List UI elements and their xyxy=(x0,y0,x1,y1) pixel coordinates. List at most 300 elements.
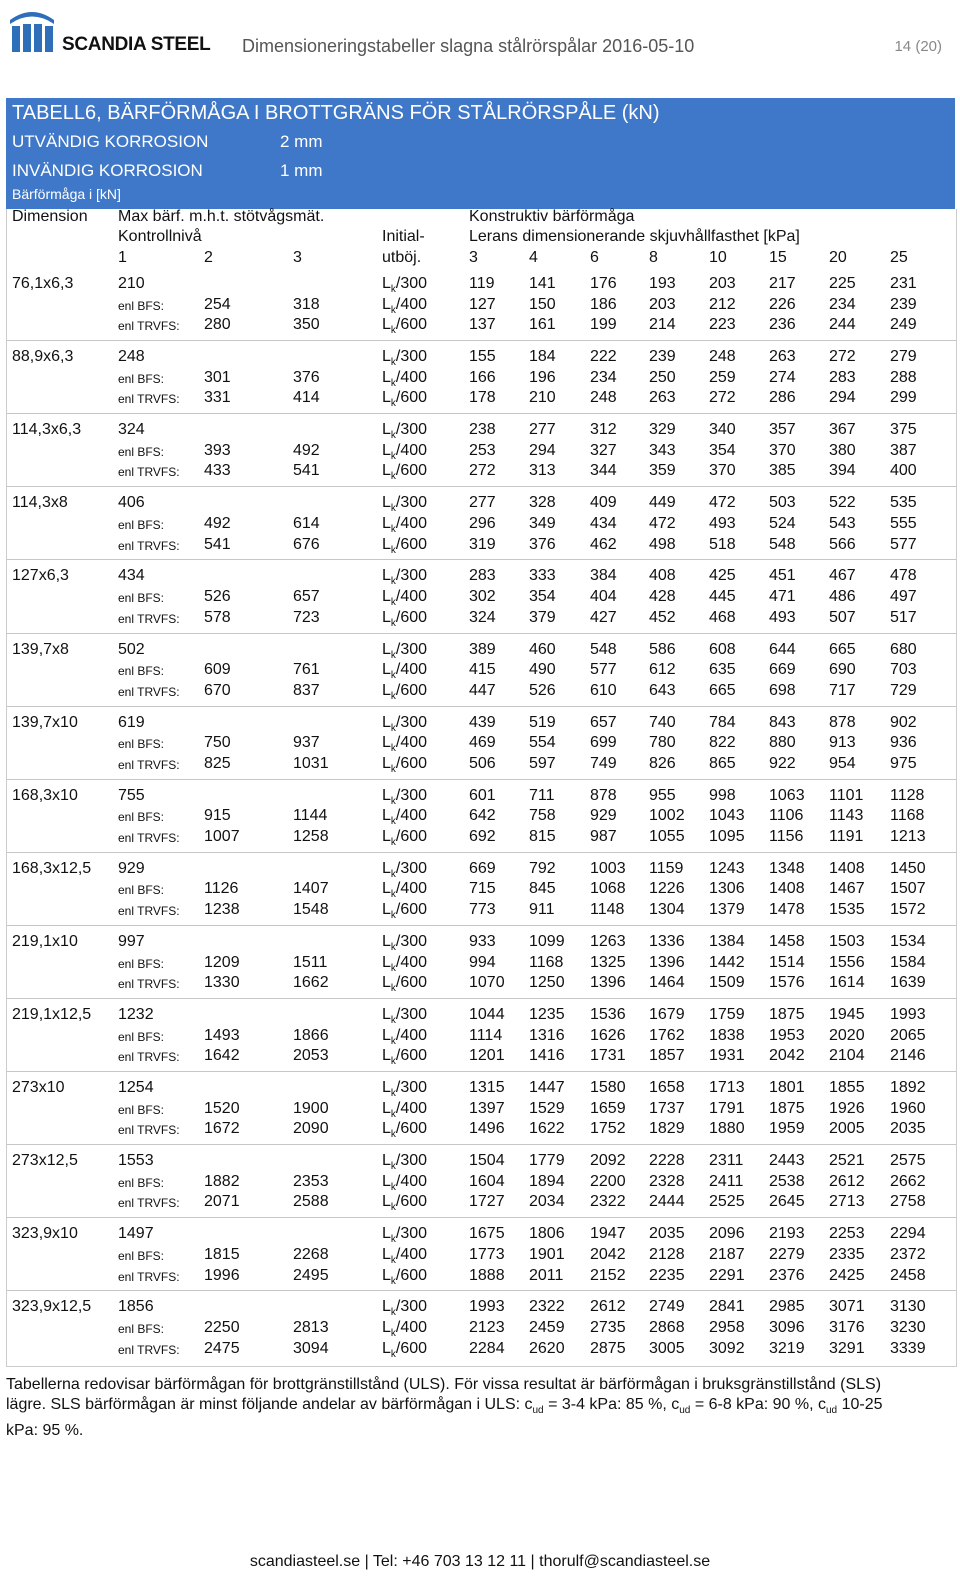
capacity-value: 2538 xyxy=(769,1172,805,1190)
initial-deflection: $L_k/400$ xyxy=(382,661,428,682)
capacity-value: 1773 xyxy=(469,1245,505,1263)
shear-col-4: 4 xyxy=(529,249,538,266)
capacity-value: 234 xyxy=(590,368,617,386)
capacity-value: 212 xyxy=(709,295,736,313)
capacity-value: 1892 xyxy=(890,1079,926,1097)
capacity-value: 2284 xyxy=(469,1339,505,1357)
capacity-value: 2985 xyxy=(769,1298,805,1316)
trvfs-label: enl TRVFS: xyxy=(118,1050,180,1065)
capacity-value: 445 xyxy=(709,588,736,605)
bfs-label: enl BFS: xyxy=(118,1102,165,1117)
capacity-value: 711 xyxy=(529,786,555,804)
initial-deflection: $L_k/600$ xyxy=(382,681,428,702)
capacity-value: 1306 xyxy=(709,880,745,898)
unit-note: Bärförmåga i [kN] xyxy=(12,186,121,202)
capacity-value: 911 xyxy=(529,901,555,918)
capacity-value: 1325 xyxy=(590,953,626,971)
capacity-value: 250 xyxy=(649,368,676,386)
bfs-level-2: 2250 xyxy=(204,1319,240,1336)
bfs-label: enl BFS: xyxy=(118,1175,165,1190)
capacity-value: 199 xyxy=(590,316,617,334)
capacity-value: 1467 xyxy=(829,880,865,898)
capacity-value: 657 xyxy=(590,713,617,731)
trvfs-label: enl TRVFS: xyxy=(118,1342,180,1357)
row-divider xyxy=(7,706,956,707)
capacity-value: 2065 xyxy=(890,1026,926,1044)
dimension-label: 168,3x10 xyxy=(12,786,78,804)
capacity-value: 1838 xyxy=(709,1026,745,1044)
int-corrosion-value: 1 mm xyxy=(280,161,323,180)
capacity-value: 1959 xyxy=(769,1120,805,1138)
row-divider xyxy=(7,1290,956,1291)
initial-deflection: $L_k/400$ xyxy=(382,1172,428,1193)
capacity-value: 299 xyxy=(890,389,917,407)
capacity-value: 690 xyxy=(829,661,856,679)
capacity-value: 340 xyxy=(709,421,736,439)
capacity-value: 548 xyxy=(590,640,617,658)
initial-deflection: $L_k/400$ xyxy=(382,734,428,755)
capacity-value: 354 xyxy=(529,588,556,605)
capacity-value: 409 xyxy=(590,494,617,512)
page-footer: scandiasteel.se | Tel: +46 703 13 12 11 | thorulf@scandiasteel.se xyxy=(249,1553,711,1570)
capacity-value: 203 xyxy=(709,275,736,292)
initial-deflection: $L_k/300$ xyxy=(382,1152,428,1173)
capacity-value: 161 xyxy=(529,316,556,334)
bfs-level-3: 376 xyxy=(293,368,320,386)
capacity-value: 2152 xyxy=(590,1266,626,1284)
capacity-value: 1148 xyxy=(590,901,625,918)
initial-deflection: $L_k/300$ xyxy=(382,786,428,807)
col-constructive-header: Konstruktiv bärförmåga xyxy=(469,208,635,225)
bfs-level-2: 750 xyxy=(204,734,231,752)
capacity-value: 554 xyxy=(529,734,556,752)
capacity-value: 644 xyxy=(769,640,796,658)
capacity-value: 680 xyxy=(890,640,917,658)
capacity-value: 239 xyxy=(649,348,676,366)
footnote-line-3: kPa: 95 %. xyxy=(6,1422,84,1440)
capacity-value: 186 xyxy=(590,295,617,313)
capacity-value: 1055 xyxy=(649,827,685,845)
capacity-value: 404 xyxy=(590,588,617,605)
trvfs-level-3: 1548 xyxy=(293,901,329,918)
bfs-level-2: 1126 xyxy=(204,880,239,898)
max-capacity-level-1: 434 xyxy=(118,567,145,585)
capacity-value: 236 xyxy=(769,316,796,334)
initial-deflection: $L_k/400$ xyxy=(382,588,428,609)
capacity-value: 2253 xyxy=(829,1225,865,1243)
trvfs-label: enl TRVFS: xyxy=(118,684,180,699)
capacity-value: 610 xyxy=(590,681,617,699)
trvfs-label: enl TRVFS: xyxy=(118,538,180,553)
bfs-level-3: 1900 xyxy=(293,1099,329,1117)
capacity-value: 2228 xyxy=(649,1152,685,1170)
capacity-value: 2444 xyxy=(649,1193,685,1211)
int-corrosion-label: INVÄNDIG KORROSION xyxy=(12,161,203,180)
initial-deflection: $L_k/300$ xyxy=(382,859,428,880)
bfs-level-2: 1209 xyxy=(204,953,240,971)
capacity-value: 333 xyxy=(529,567,556,585)
bfs-level-2: 1882 xyxy=(204,1172,240,1190)
capacity-value: 439 xyxy=(469,713,496,731)
capacity-value: 389 xyxy=(469,640,496,658)
capacity-value: 1143 xyxy=(829,807,864,825)
trvfs-label: enl TRVFS: xyxy=(118,1123,180,1138)
capacity-value: 2200 xyxy=(590,1172,626,1190)
initial-deflection: $L_k/300$ xyxy=(382,1225,428,1246)
capacity-value: 669 xyxy=(769,661,796,679)
capacity-value: 231 xyxy=(890,275,917,292)
initial-deflection: $L_k/400$ xyxy=(382,368,428,389)
capacity-value: 222 xyxy=(590,348,617,366)
brand-name: SCANDIA STEEL xyxy=(62,34,211,55)
capacity-value: 843 xyxy=(769,713,796,731)
capacity-value: 375 xyxy=(890,421,917,439)
capacity-value: 1408 xyxy=(829,859,865,877)
capacity-value: 1243 xyxy=(709,859,745,877)
capacity-value: 1580 xyxy=(590,1079,626,1097)
capacity-value: 384 xyxy=(590,567,617,585)
bfs-label: enl BFS: xyxy=(118,810,165,825)
capacity-value: 349 xyxy=(529,514,556,532)
capacity-value: 1063 xyxy=(769,786,805,804)
capacity-value: 1727 xyxy=(469,1193,505,1211)
capacity-value: 913 xyxy=(829,734,856,752)
footnote xyxy=(6,1375,936,1441)
capacity-value: 703 xyxy=(890,661,917,679)
initial-deflection: $L_k/300$ xyxy=(382,1298,428,1319)
trvfs-level-2: 1996 xyxy=(204,1266,240,1284)
capacity-value: 601 xyxy=(469,786,496,804)
initial-deflection: $L_k/300$ xyxy=(382,567,428,588)
capacity-value: 447 xyxy=(469,681,496,699)
capacity-value: 380 xyxy=(829,441,856,459)
capacity-value: 498 xyxy=(649,535,676,553)
col-max-header: Max bärf. m.h.t. stötvågsmät. xyxy=(118,208,325,225)
capacity-value: 1614 xyxy=(829,974,865,992)
capacity-value: 2096 xyxy=(709,1225,745,1243)
capacity-value: 1536 xyxy=(590,1006,626,1023)
dimension-label: 139,7x10 xyxy=(12,713,78,731)
bfs-level-3: 492 xyxy=(293,441,320,459)
capacity-value: 1507 xyxy=(890,880,926,898)
capacity-value: 354 xyxy=(709,441,736,459)
capacity-value: 319 xyxy=(469,535,496,553)
col-init-header-2: utböj. xyxy=(382,249,422,266)
capacity-value: 214 xyxy=(649,316,676,334)
capacity-value: 1106 xyxy=(769,807,804,825)
capacity-value: 1114 xyxy=(469,1026,503,1044)
dimension-label: 114,3x6,3 xyxy=(12,421,82,439)
capacity-value: 329 xyxy=(649,421,676,439)
capacity-value: 1801 xyxy=(769,1079,805,1097)
bfs-level-2: 301 xyxy=(204,368,231,386)
footnote-line-1: Tabellerna redovisar bärförmågan för brottgränstillstånd (ULS). För vissa resultat är bärförmågan i bruksgränstillstånd (SLS) xyxy=(6,1376,882,1393)
bfs-label: enl BFS: xyxy=(118,1322,165,1336)
capacity-value: 277 xyxy=(469,494,496,512)
capacity-value: 1875 xyxy=(769,1099,805,1117)
capacity-value: 288 xyxy=(890,368,917,386)
capacity-value: 1622 xyxy=(529,1120,565,1138)
bfs-level-3: 1144 xyxy=(293,807,328,825)
initial-deflection: $L_k/300$ xyxy=(382,932,428,954)
capacity-value: 2376 xyxy=(769,1266,805,1284)
initial-deflection: $L_k/600$ xyxy=(382,389,428,410)
capacity-value: 2958 xyxy=(709,1319,745,1336)
capacity-value: 2311 xyxy=(709,1152,744,1170)
capacity-value: 238 xyxy=(469,421,496,439)
bfs-label: enl BFS: xyxy=(118,591,165,605)
capacity-value: 642 xyxy=(469,807,496,825)
capacity-value: 933 xyxy=(469,932,496,950)
capacity-value: 283 xyxy=(469,567,496,585)
max-capacity-level-1: 210 xyxy=(118,275,145,292)
capacity-value: 815 xyxy=(529,827,556,845)
capacity-value: 535 xyxy=(890,494,917,512)
capacity-value: 2521 xyxy=(829,1152,865,1170)
capacity-value: 2758 xyxy=(890,1193,926,1211)
trvfs-level-2: 1238 xyxy=(204,901,240,918)
capacity-value: 3071 xyxy=(829,1298,865,1316)
bfs-level-2: 1493 xyxy=(204,1026,240,1044)
capacity-value: 577 xyxy=(890,535,917,553)
bfs-level-2: 1520 xyxy=(204,1099,240,1117)
capacity-value: 193 xyxy=(649,275,676,292)
capacity-value: 1759 xyxy=(709,1006,745,1023)
capacity-value: 2525 xyxy=(709,1193,745,1211)
capacity-value: 1316 xyxy=(529,1026,565,1044)
page-number: 14 (20) xyxy=(894,38,942,55)
trvfs-level-2: 331 xyxy=(204,389,231,407)
capacity-value: 975 xyxy=(890,754,917,772)
capacity-value: 665 xyxy=(709,681,736,699)
dimension-label: 168,3x12,5 xyxy=(12,859,92,877)
bfs-level-2: 609 xyxy=(204,661,231,679)
capacity-value: 1003 xyxy=(590,859,626,877)
capacity-value: 773 xyxy=(469,901,496,918)
capacity-value: 259 xyxy=(709,368,736,386)
capacity-value: 248 xyxy=(590,389,617,407)
capacity-value: 427 xyxy=(590,608,617,626)
capacity-value: 272 xyxy=(469,462,496,480)
capacity-value: 643 xyxy=(649,681,676,699)
trvfs-level-3: 1031 xyxy=(293,754,329,772)
capacity-value: 2187 xyxy=(709,1245,745,1263)
capacity-value: 1315 xyxy=(469,1079,505,1097)
capacity-value: 2443 xyxy=(769,1152,805,1170)
capacity-value: 1396 xyxy=(590,974,626,992)
trvfs-level-3: 2588 xyxy=(293,1193,329,1211)
capacity-value: 2104 xyxy=(829,1047,865,1065)
bfs-level-2: 526 xyxy=(204,588,231,605)
trvfs-label: enl TRVFS: xyxy=(118,319,180,334)
bfs-level-3: 318 xyxy=(293,295,320,313)
initial-deflection: $L_k/600$ xyxy=(382,462,428,483)
capacity-value: 312 xyxy=(590,421,617,439)
capacity-value: 506 xyxy=(469,754,496,772)
bfs-label: enl BFS: xyxy=(118,1029,165,1044)
capacity-value: 286 xyxy=(769,389,796,407)
capacity-value: 826 xyxy=(649,754,676,772)
capacity-value: 1960 xyxy=(890,1099,926,1117)
col-control-header: Kontrollnivå xyxy=(118,228,202,245)
capacity-value: 865 xyxy=(709,754,736,772)
capacity-value: 1101 xyxy=(829,786,864,804)
capacity-value: 1464 xyxy=(649,974,685,992)
capacity-value: 1737 xyxy=(649,1099,685,1117)
shear-col-6: 6 xyxy=(590,249,599,266)
capacity-value: 507 xyxy=(829,608,856,626)
initial-deflection: $L_k/600$ xyxy=(382,974,428,995)
trvfs-level-2: 433 xyxy=(204,462,231,480)
trvfs-label: enl TRVFS: xyxy=(118,757,180,772)
initial-deflection: $L_k/400$ xyxy=(382,807,428,828)
capacity-value: 449 xyxy=(649,494,676,512)
trvfs-level-2: 1330 xyxy=(204,974,240,992)
capacity-value: 1993 xyxy=(469,1298,505,1316)
capacity-value: 902 xyxy=(890,713,917,731)
capacity-value: 1509 xyxy=(709,974,745,992)
trvfs-level-3: 837 xyxy=(293,681,320,699)
bfs-label: enl BFS: xyxy=(118,298,165,313)
max-capacity-level-1: 619 xyxy=(118,713,145,731)
capacity-value: 3219 xyxy=(769,1339,805,1357)
capacity-value: 522 xyxy=(829,494,856,512)
capacity-value: 1779 xyxy=(529,1152,565,1170)
capacity-value: 119 xyxy=(469,275,495,292)
bfs-level-3: 761 xyxy=(293,661,320,679)
trvfs-level-3: 2090 xyxy=(293,1120,329,1138)
dimension-label: 219,1x10 xyxy=(12,932,78,950)
capacity-value: 2875 xyxy=(590,1339,626,1357)
capacity-value: 1993 xyxy=(890,1006,926,1023)
shear-col-10: 10 xyxy=(709,249,727,266)
document-title: Dimensioneringstabeller slagna stålrörspålar 2016-05-10 xyxy=(242,36,695,56)
trvfs-level-2: 2475 xyxy=(204,1339,240,1357)
capacity-value: 1478 xyxy=(769,901,805,918)
initial-deflection: $L_k/600$ xyxy=(382,901,428,922)
bfs-label: enl BFS: xyxy=(118,517,165,532)
capacity-value: 998 xyxy=(709,786,736,804)
initial-deflection: $L_k/400$ xyxy=(382,1319,428,1340)
capacity-value: 669 xyxy=(469,859,496,877)
capacity-value: 379 xyxy=(529,608,556,626)
capacity-value: 408 xyxy=(649,567,676,585)
capacity-value: 357 xyxy=(769,421,796,439)
max-capacity-level-1: 248 xyxy=(118,348,145,366)
capacity-value: 467 xyxy=(829,567,856,585)
capacity-value: 272 xyxy=(709,389,736,407)
dimension-label: 127x6,3 xyxy=(12,567,69,585)
row-divider xyxy=(7,1071,956,1072)
capacity-value: 2328 xyxy=(649,1172,685,1190)
capacity-value: 729 xyxy=(890,681,917,699)
capacity-value: 2645 xyxy=(769,1193,805,1211)
capacity-value: 472 xyxy=(709,494,736,512)
capacity-value: 1156 xyxy=(769,827,804,845)
capacity-value: 478 xyxy=(890,567,917,585)
capacity-value: 1099 xyxy=(529,932,565,950)
capacity-value: 1731 xyxy=(590,1047,626,1065)
capacity-value: 486 xyxy=(829,588,856,605)
trvfs-level-2: 2071 xyxy=(204,1193,240,1211)
capacity-value: 1658 xyxy=(649,1079,685,1097)
capacity-value: 1931 xyxy=(709,1047,745,1065)
trvfs-label: enl TRVFS: xyxy=(118,1269,180,1284)
capacity-value: 1953 xyxy=(769,1026,805,1044)
max-capacity-level-1: 1856 xyxy=(118,1298,154,1316)
capacity-value: 2841 xyxy=(709,1298,745,1316)
capacity-value: 1263 xyxy=(590,932,626,950)
row-divider xyxy=(7,779,956,780)
capacity-value: 166 xyxy=(469,368,496,386)
capacity-value: 1070 xyxy=(469,974,505,992)
capacity-value: 2011 xyxy=(529,1266,564,1284)
capacity-value: 1762 xyxy=(649,1026,685,1044)
capacity-value: 519 xyxy=(529,713,556,731)
initial-deflection: $L_k/400$ xyxy=(382,295,428,316)
control-level-1: 1 xyxy=(118,249,127,266)
capacity-value: 586 xyxy=(649,640,676,658)
capacity-value: 1396 xyxy=(649,953,685,971)
initial-deflection: $L_k/600$ xyxy=(382,754,428,775)
max-capacity-level-1: 1232 xyxy=(118,1006,154,1023)
initial-deflection: $L_k/300$ xyxy=(382,640,428,661)
capacity-value: 328 xyxy=(529,494,556,512)
row-divider xyxy=(7,559,956,560)
table-header-block xyxy=(6,98,955,209)
bfs-label: enl BFS: xyxy=(118,883,165,898)
trvfs-level-3: 1258 xyxy=(293,827,329,845)
capacity-value: 155 xyxy=(469,348,496,366)
capacity-value: 2042 xyxy=(769,1047,805,1065)
capacity-value: 2612 xyxy=(590,1298,626,1316)
capacity-value: 2146 xyxy=(890,1047,926,1065)
control-level-2: 2 xyxy=(204,249,213,266)
capacity-value: 225 xyxy=(829,275,856,292)
capacity-value: 555 xyxy=(890,514,917,532)
capacity-value: 1213 xyxy=(890,827,926,845)
capacity-value: 780 xyxy=(649,734,676,752)
capacity-value: 1572 xyxy=(890,901,926,918)
bfs-level-2: 1815 xyxy=(204,1245,240,1263)
capacity-value: 217 xyxy=(769,275,796,292)
bfs-level-2: 492 xyxy=(204,514,231,532)
footnote-line-2: lägre. SLS bärförmågan är minst följande andelar av bärförmågan i ULS: $c_{ud} = 3-4$ kPa: 85 %, $c_{ud} = 6-8$ kPa: 90 %, $c_{ud}$ 10-25 xyxy=(6,1396,883,1417)
trvfs-label: enl TRVFS: xyxy=(118,977,180,992)
capacity-value: 922 xyxy=(769,754,796,772)
capacity-value: 1043 xyxy=(709,807,745,825)
dimension-label: 88,9x6,3 xyxy=(12,348,74,366)
capacity-value: 2458 xyxy=(890,1266,926,1284)
row-divider xyxy=(7,1217,956,1218)
trvfs-level-2: 825 xyxy=(204,754,231,772)
capacity-value: 1458 xyxy=(769,932,805,950)
capacity-value: 1675 xyxy=(469,1225,505,1243)
capacity-value: 1880 xyxy=(709,1120,745,1138)
capacity-value: 296 xyxy=(469,514,496,532)
capacity-value: 327 xyxy=(590,441,617,459)
initial-deflection: $L_k/400$ xyxy=(382,953,428,974)
capacity-value: 184 xyxy=(529,348,556,366)
trvfs-level-2: 1672 xyxy=(204,1120,240,1138)
capacity-value: 1408 xyxy=(769,880,805,898)
capacity-value: 394 xyxy=(829,462,856,480)
dimension-label: 273x10 xyxy=(12,1079,65,1097)
max-capacity-level-1: 324 xyxy=(118,421,145,439)
capacity-value: 3291 xyxy=(829,1339,865,1357)
capacity-value: 1855 xyxy=(829,1079,865,1097)
max-capacity-level-1: 997 xyxy=(118,932,145,950)
